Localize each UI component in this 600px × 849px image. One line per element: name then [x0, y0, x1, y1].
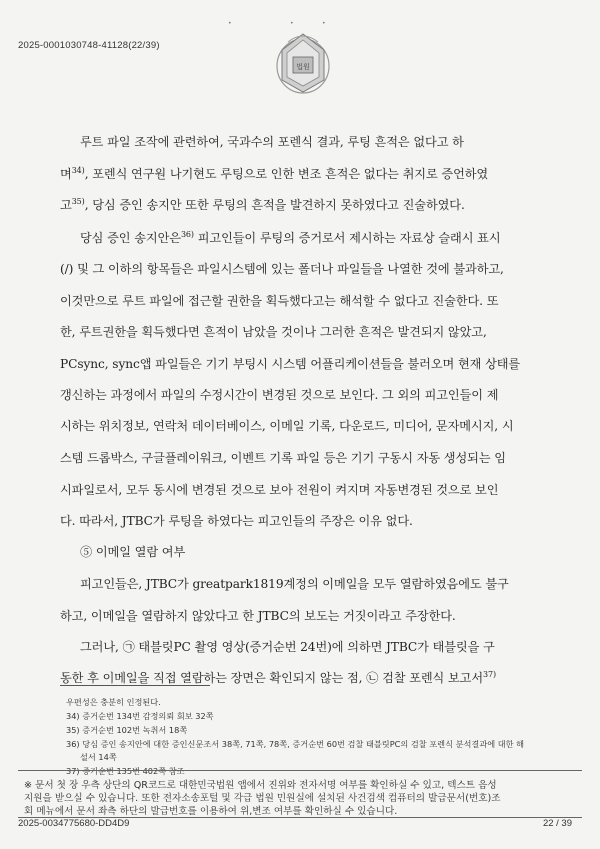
footnote: 36) 당심 증인 송지안에 대한 증인신문조서 38쪽, 71쪽, 78쪽, 증거순번 60번 검찰 태블릿PC의 검찰 포렌식 분석결과에 대한 해 [66, 739, 525, 749]
scan-dot: • [290, 20, 294, 27]
text-run: 시파일로서, 모두 동시에 변경된 것으로 보아 전원이 켜지며 자동변경된 것으로 보인 [60, 483, 499, 497]
footnote-divider [60, 685, 210, 686]
body-line [60, 386, 498, 403]
text-run: 다. 따라서, JTBC가 루팅을 하였다는 피고인들의 주장은 이유 없다. [60, 514, 413, 528]
body-line [60, 355, 520, 372]
footnote: 34) 증거순번 134번 감정의뢰 회보 32쪽 [66, 711, 214, 721]
text-run: 며 [60, 167, 72, 181]
footnote-ref: 35) [71, 196, 85, 206]
section-heading [80, 543, 185, 560]
body-line [60, 260, 504, 277]
court-seal-icon [274, 28, 332, 96]
body-line [80, 575, 509, 592]
body-line [80, 638, 495, 655]
scan-dot: • [322, 20, 326, 27]
text-run: 하고, 이메일을 열람하지 않았다고 한 JTBC의 보도는 거짓이라고 주장한다. [60, 609, 456, 623]
text-run: , 포렌식 연구원 나기현도 루팅으로 인한 변조 흔적은 없다는 취지로 증언하였 [84, 167, 489, 181]
text-run: PCsync, sync앱 파일들은 기기 부팅시 시스템 어플리케이션들을 불러오며 현재 상태를 [60, 357, 521, 371]
footnote-ref: 36) [180, 229, 194, 239]
body-line [60, 449, 506, 466]
text-run: 갱신하는 과정에서 파일의 수정시간이 변경된 것으로 보인다. 그 외의 피고인들이 제 [60, 388, 499, 402]
body-line [60, 481, 498, 498]
issue-number: 2025-0034775680-DD4D9 [18, 818, 130, 829]
body-line [60, 512, 413, 529]
svg-text:법원: 법원 [296, 63, 310, 71]
body-line [80, 133, 464, 150]
text-run: 스템 드롭박스, 구글플레이워크, 이벤트 기록 파일 등은 기기 구동시 자동 생성되는 임 [60, 451, 506, 465]
scan-dot: • [228, 20, 232, 27]
body-line [60, 669, 496, 686]
text-run: 고 [60, 198, 72, 212]
text-run: 동한 후 이메일을 직접 열람하는 장면은 확인되지 않는 점, ㉡ 검찰 포렌식 보고서 [60, 671, 484, 685]
body-line [60, 165, 488, 182]
footnote: 35) 증거순번 102번 녹취서 18쪽 [66, 725, 188, 735]
footnote: 37) 증거순번 135번 402쪽 참조 [66, 766, 185, 776]
text-run: 피고인들이 루팅의 증거로서 제시하는 자료상 슬래시 표시 [193, 231, 501, 245]
body-line [60, 417, 514, 434]
text-run: 피고인들은, JTBC가 greatpark1819계정의 이메일을 모두 열람하였음에도 불구 [80, 577, 509, 591]
text-run: 한, 루트권한을 획득했다면 흔적이 남았을 것이나 그러한 흔적은 발견되지 않았고, [60, 325, 487, 339]
text-run: 그러나, ㉠ 태블릿PC 촬영 영상(증거순번 24번)에 의하면 JTBC가 태블릿을 구 [80, 640, 495, 654]
body-line [60, 292, 498, 309]
verification-notice-line: 회 메뉴에서 문서 좌측 하단의 발급번호를 이용하여 위,변조 여부를 확인하실 수 있습니다. [24, 806, 398, 817]
body-line [80, 229, 501, 246]
text-run: 시하는 위치정보, 연락처 데이터베이스, 이메일 기록, 다운로드, 미디어, 문자메시지, 시 [60, 419, 514, 433]
verification-notice-line: 지원을 받으실 수 있습니다. 또한 전자소송포털 및 각급 법원 민원실에 설치된 사건검색 컴퓨터의 발급문서(번호)조 [24, 793, 501, 804]
text-run: 이것만으로 루트 파일에 접근할 권한을 획득했다고는 해석할 수 없다고 진술한다. 또 [60, 294, 499, 308]
verification-notice-line: ※ 문서 첫 장 우측 상단의 QR코드로 대한민국법원 앱에서 진위와 전자서명 여부를 확인하실 수 있고, 텍스트 음성 [24, 780, 497, 791]
body-line [60, 607, 456, 624]
footnote: 우편성은 충분히 인정된다. [66, 697, 161, 707]
text-run: 루트 파일 조작에 관련하여, 국과수의 포렌식 결과, 루팅 흔적은 없다고 하 [80, 135, 464, 149]
text-run: ⑤ 이메일 열람 여부 [80, 545, 186, 559]
footnote-ref: 34) [71, 165, 85, 175]
body-line [60, 196, 465, 213]
text-run: 당심 증인 송지안은 [80, 231, 181, 245]
document-id: 2025-0001030748-41128(22/39) [18, 40, 160, 51]
footnote: 설서 14쪽 [80, 752, 117, 762]
page-number: 22 / 39 [542, 818, 572, 829]
text-run: , 당심 증인 송지안 또한 루팅의 흔적을 발견하지 못하였다고 진술하였다. [84, 198, 465, 212]
text-run: (/) 및 그 이하의 항목들은 파일시스템에 있는 폴더나 파일들을 나열한 것에 불과하고, [60, 262, 504, 276]
footnote-ref: 37) [483, 669, 497, 679]
body-line [60, 323, 487, 340]
